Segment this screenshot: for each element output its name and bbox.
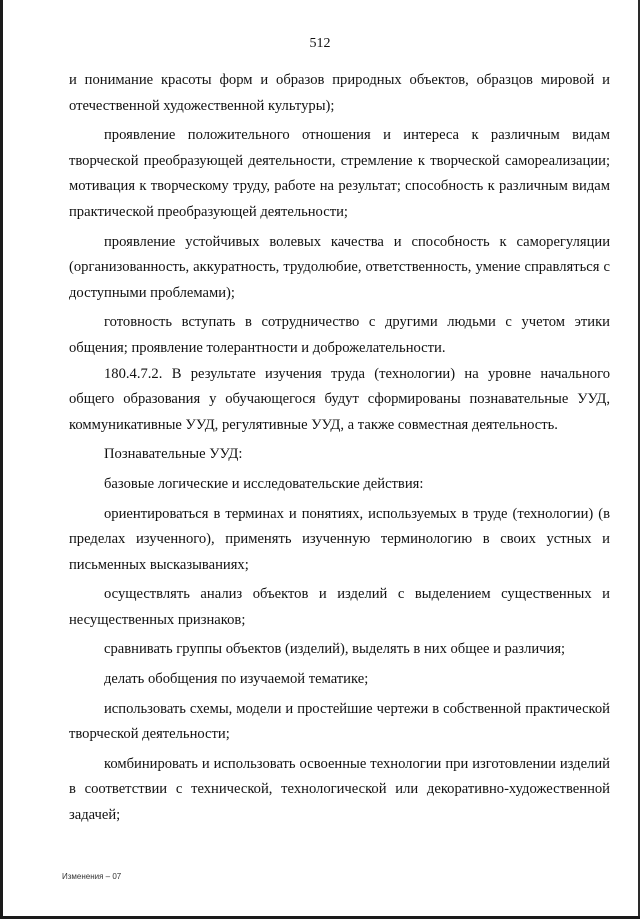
paragraph-11: делать обобщения по изучаемой тематике; bbox=[104, 671, 369, 688]
page-number: 512 bbox=[309, 36, 331, 51]
paragraph-10: сравнивать группы объектов (изделий), выделять в них общее и различия; bbox=[104, 641, 566, 658]
paragraph-4: готовность вступать в сотрудничество с другими людьми с учетом этики общения; проявление толерантности и доброжелательности. bbox=[69, 314, 610, 356]
paragraph-12: использовать схемы, модели и простейшие чертежи в собственной практической творческой деятельности; bbox=[69, 700, 610, 743]
paragraph-7: базовые логические и исследовательские действия: bbox=[104, 475, 424, 492]
paragraph-2: проявление положительного отношения и интереса к различным видам творческой преобразующей деятельности, стремление к творческой самореализации; мотивация к творческому труду, работе на результат; способность к различным видам практической преобразующей деятельности; bbox=[69, 127, 610, 220]
paragraph-9: осуществлять анализ объектов и изделий с выделением существенных и несущественных признаков; bbox=[69, 586, 610, 628]
footer-revision-note: Изменения – 07 bbox=[62, 872, 122, 881]
paragraph-6: Познавательные УУД: bbox=[104, 446, 243, 463]
document-body bbox=[69, 68, 610, 829]
paragraph-13: комбинировать и использовать освоенные технологии при изготовлении изделий в соответствии с технической, технологической или декоративно-художественной задачей; bbox=[69, 755, 610, 824]
scan-border-left bbox=[0, 0, 3, 919]
paragraph-3: проявление устойчивых волевых качества и способность к саморегуляции (организованность, аккуратность, трудолюбие, ответственность, умение справляться с доступными проблемами); bbox=[69, 233, 610, 301]
paragraph-5: 180.4.7.2. В результате изучения труда (технологии) на уровне начального общего образования у обучающегося будут сформированы познавательные УУД, коммуникативные УУД, регулятивные УУД, а также совместная деятельность. bbox=[69, 365, 610, 433]
paragraph-8: ориентироваться в терминах и понятиях, используемых в труде (технологии) (в пределах изученного), применять изученную терминологию в своих устных и письменных высказываниях; bbox=[69, 505, 610, 573]
paragraph-1: и понимание красоты форм и образов природных объектов, образцов мировой и отечественной художественной культуры); bbox=[69, 72, 610, 114]
